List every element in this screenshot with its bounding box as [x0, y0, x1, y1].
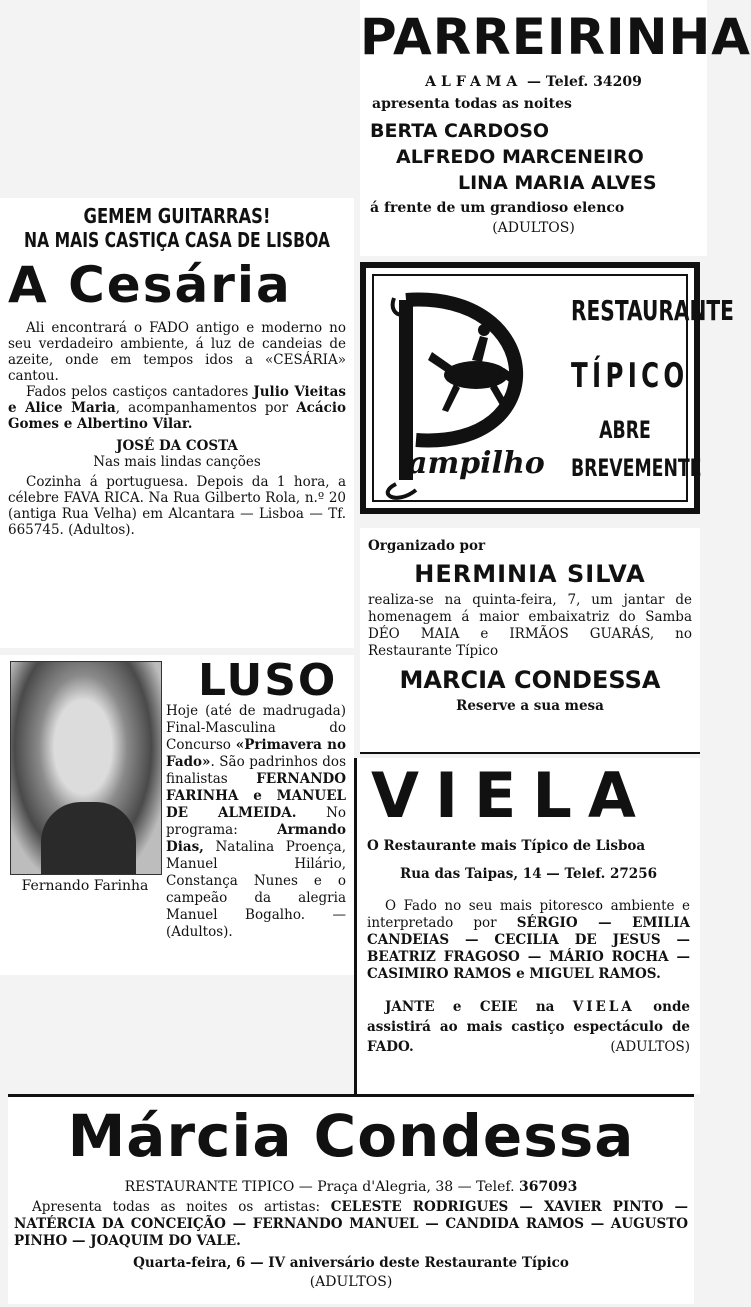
parreirinha-artist-1: BERTA CARDOSO — [370, 120, 550, 142]
luso-text-rest: Natalina Proença, Manuel Hilário, Constança Nunes e o campeão da alegria Manuel Bogalho. — (Adultos). — [166, 839, 346, 940]
luso-text — [166, 703, 346, 941]
pampilho-line-4: BREVEMENTE — [571, 454, 702, 482]
viela-performers: SÉRGIO — EMILIA CANDEIAS — CECILIA DE JESUS — BEATRIZ FRAGOSO — MÁRIO ROCHA — CASIMIRO RAMOS e MIGUEL RAMOS. — [367, 915, 691, 982]
marcia-condessa-ad — [8, 1094, 694, 1304]
luso-patrons: FERNANDO FARINHA e MANUEL DE ALMEIDA. — [166, 771, 346, 821]
viela-tagline: O Restaurante mais Típico de Lisboa — [367, 838, 646, 854]
pampilho-logo-text: ampilho — [408, 446, 545, 481]
marcia-anniversary: Quarta-feira, 6 — IV aniversário deste Restaurante Típico — [133, 1255, 569, 1271]
luso-ad — [0, 655, 354, 975]
photo-caption: Fernando Farinha — [21, 878, 149, 894]
luso-text-mid: . São padrinhos dos finalistas — [166, 754, 346, 787]
divider — [360, 752, 700, 754]
cesaria-p2-start: Fados pelos castiços cantadores — [26, 384, 254, 400]
viela-text-start: O Fado no seu mais pitoresco ambiente e interpretado por — [367, 898, 690, 931]
cesaria-feature-sub: Nas mais lindas canções — [93, 454, 261, 470]
marcia-phone: 367093 — [518, 1179, 578, 1195]
viela-ad — [354, 758, 700, 1094]
pampilho-inner-frame — [372, 274, 734, 502]
cesaria-ad — [0, 198, 354, 648]
parreirinha-artist-2: ALFREDO MARCENEIRO — [396, 146, 644, 168]
luso-contest: «Primavera no Fado» — [166, 737, 346, 770]
marcia-title: Márcia Condessa — [67, 1102, 635, 1170]
cesaria-paragraph-3: Cozinha á portuguesa. Depois da 1 hora, a célebre FAVA RICA. Na Rua Gilberto Rola, n.º 20 (antiga Rua Velha) em Alcantara — Lisboa — Tf. 665745. (Adultos). — [8, 474, 346, 538]
luso-prog-names: Armando Dias, — [166, 822, 346, 855]
luso-text-prog: No programa: — [166, 805, 347, 838]
cesaria-name: A Cesária — [8, 256, 292, 314]
cesaria-feature-name: JOSÉ DA COSTA — [116, 438, 238, 454]
viela-dine — [367, 997, 690, 1057]
cesaria-kicker-2: NA MAIS CASTIÇA CASA DE LISBOA — [24, 228, 330, 252]
herminia-restaurant: MARCIA CONDESSA — [399, 666, 661, 694]
parreirinha-rating: (ADULTOS) — [492, 220, 575, 236]
marcia-text — [14, 1199, 688, 1250]
viela-rating: (ADULTOS) — [610, 1039, 690, 1055]
viela-text — [367, 898, 690, 983]
pampilho-ad — [360, 262, 734, 514]
parreirinha-front: á frente de um grandioso elenco — [370, 200, 625, 216]
herminia-ad — [360, 528, 700, 752]
luso-title: LUSO — [198, 655, 338, 706]
parreirinha-location-line — [360, 74, 707, 90]
viela-dine-name: VIELA — [572, 999, 635, 1015]
marcia-text-start: Apresenta todas as noites os artistas: — [32, 1199, 331, 1215]
parreirinha-presents: apresenta todas as noites — [372, 96, 572, 112]
parreirinha-phone: — Telef. 34209 — [522, 74, 642, 90]
viela-title: VIELA — [371, 759, 652, 832]
pampilho-line-3: ABRE — [599, 416, 651, 444]
marcia-line-b: — Praça d'Alegria, 38 — Telef. — [294, 1179, 519, 1195]
viela-address: Rua das Taipas, 14 — Telef. 27256 — [400, 866, 657, 882]
herminia-name: HERMINIA SILVA — [414, 560, 646, 588]
marcia-line-a: RESTAURANTE TIPICO — [124, 1179, 295, 1195]
cesaria-kicker-1: GEMEM GUITARRAS! — [83, 204, 271, 228]
pampilho-line-2: TÍPICO — [571, 356, 689, 396]
marcia-rating: (ADULTOS) — [309, 1274, 393, 1290]
cesaria-paragraph-1: Ali encontrará o FADO antigo e moderno no seu verdadeiro ambiente, á luz de candeias de azeite, onde em tempos idos a «CESÁRIA» cantou. — [8, 320, 346, 384]
pampilho-line-1: RESTAURANTE — [571, 294, 734, 327]
cesaria-paragraph-2 — [8, 384, 346, 432]
herminia-organized: Organizado por — [368, 538, 486, 554]
parreirinha-title: PARREIRINHA — [360, 8, 751, 66]
luso-text-start: Hoje (até de madrugada) Final-Masculina do Concurso — [166, 703, 346, 753]
viela-dine-b: onde assistirá ao mais castiço espectáculo de FADO. — [367, 999, 690, 1055]
pampilho-logo-word — [408, 446, 545, 481]
herminia-text: realiza-se na quinta-feira, 7, um jantar de homenagem á maior embaixatriz do Samba DÉO MAIA e IRMÃOS GUARÁS, no Restaurante Típico — [368, 592, 692, 659]
cesaria-p2-mid: , acompanhamentos por — [115, 400, 297, 416]
cesaria-singers: Julio Vieitas e Alice Maria — [8, 384, 346, 416]
parreirinha-ad — [360, 0, 751, 256]
fernando-farinha-photo — [10, 661, 162, 875]
parreirinha-artist-3: LINA MARIA ALVES — [458, 172, 657, 194]
herminia-reserve: Reserve a sua mesa — [456, 698, 604, 714]
marcia-artists: CELESTE RODRIGUES — XAVIER PINTO — NATÉRCIA DA CONCEIÇÃO — FERNANDO MANUEL — CANDIDA RAMOS — AUGUSTO PINHO — JOAQUIM DO VALE. — [14, 1199, 688, 1249]
viela-dine-a: JANTE e CEIE na — [385, 999, 573, 1015]
parreirinha-place: ALFAMA — [425, 74, 523, 90]
marcia-address-line — [8, 1179, 694, 1195]
cesaria-accompanists: Acácio Gomes e Albertino Vilar. — [8, 400, 346, 432]
